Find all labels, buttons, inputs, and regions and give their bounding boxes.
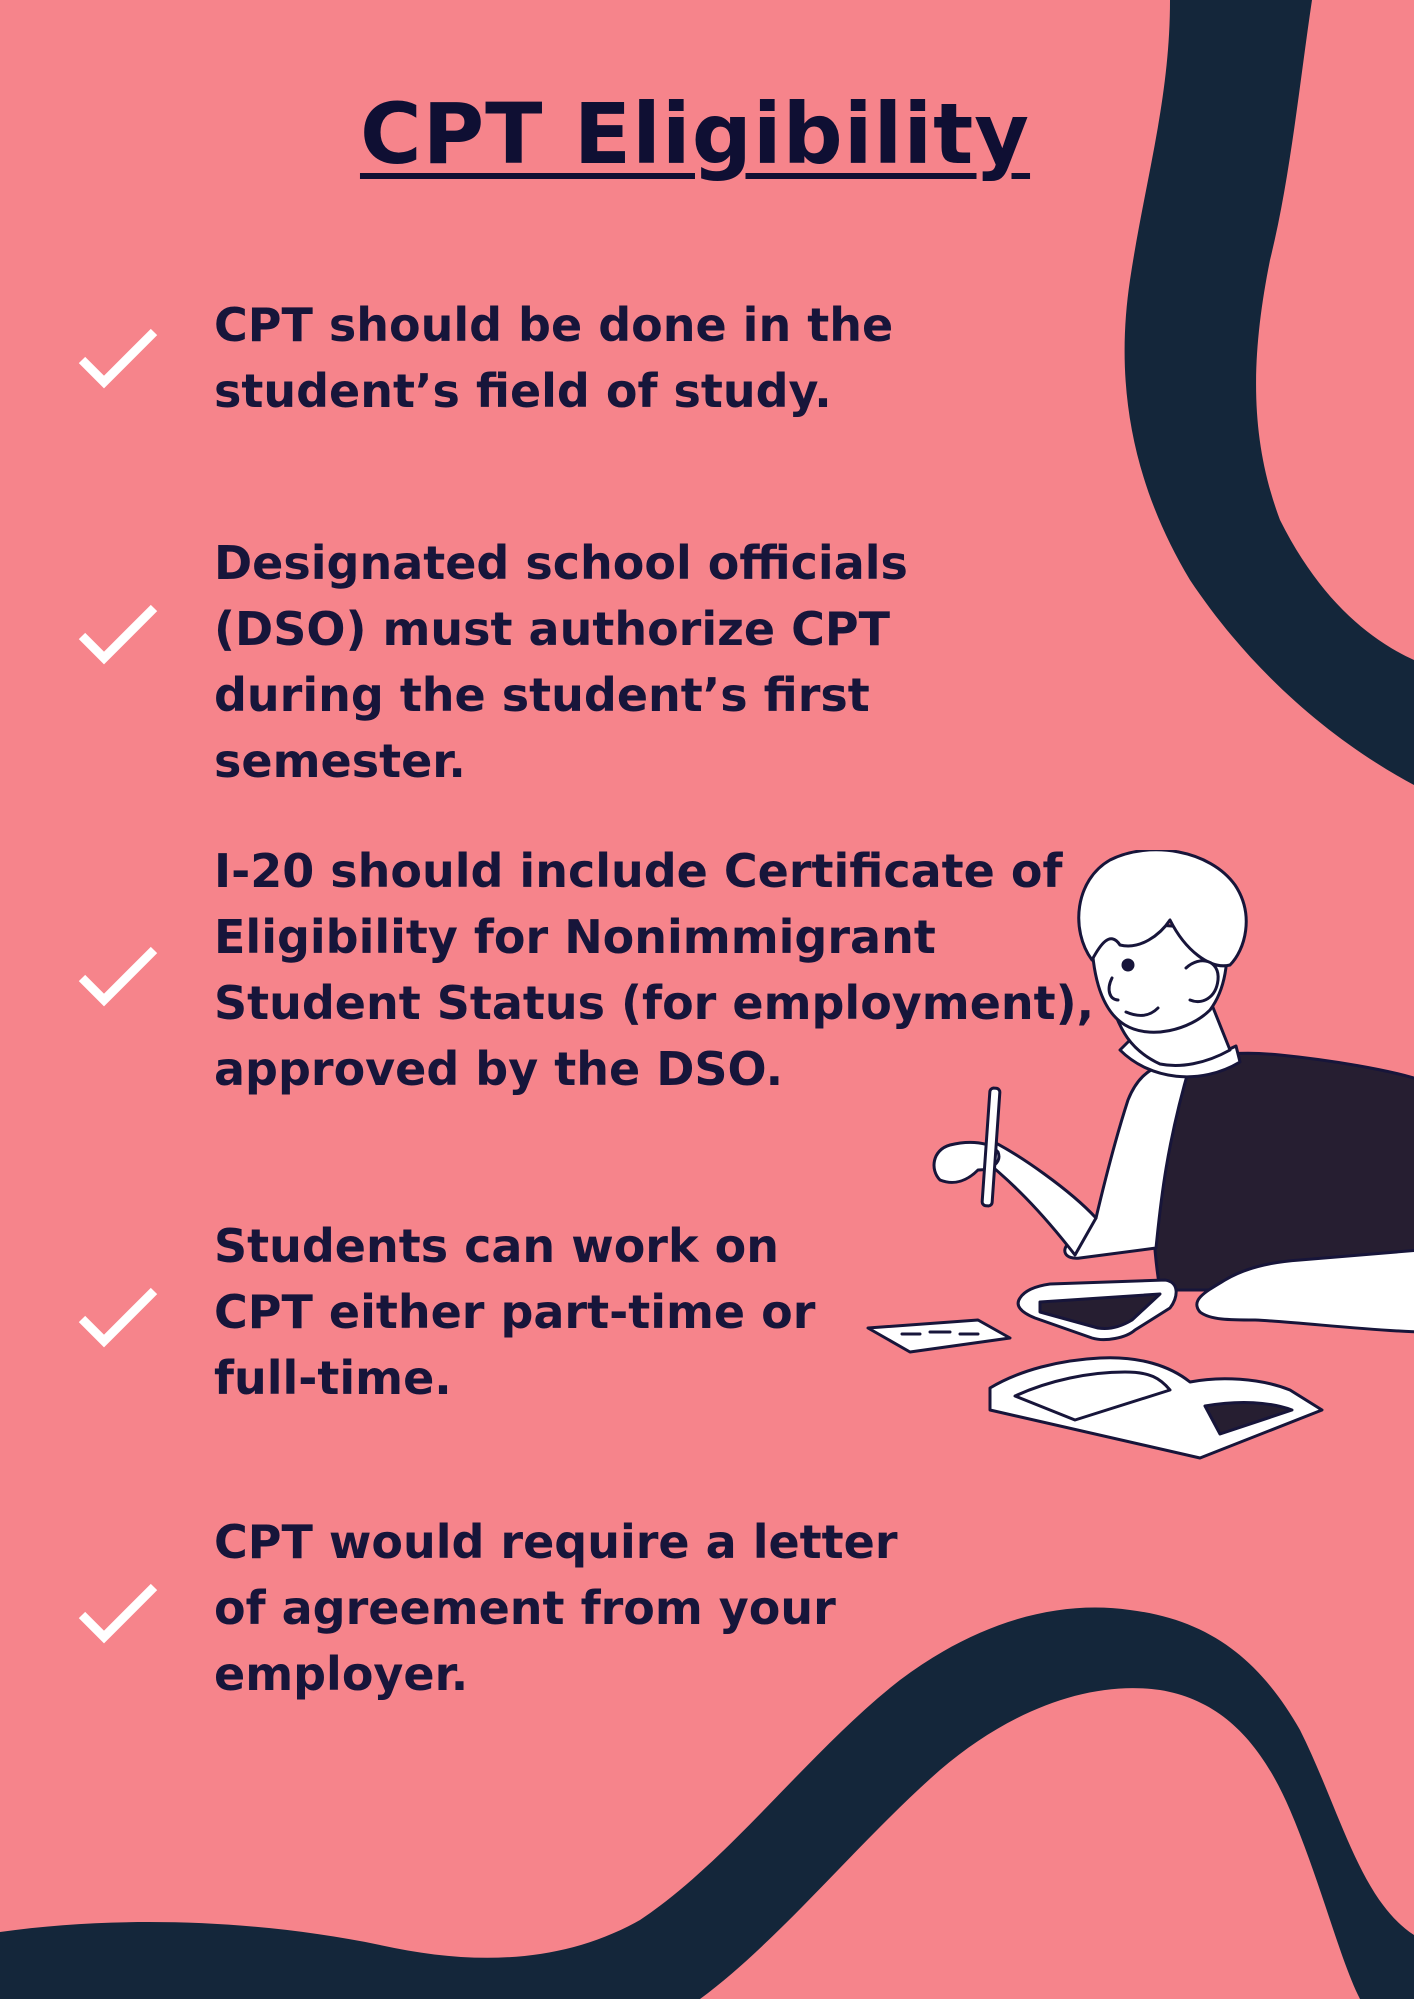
list-item-text: CPT would require a letter of agreement from your employer. — [214, 1515, 898, 1701]
ear — [1186, 961, 1218, 1002]
page-title: CPT Eligibility — [359, 85, 1031, 183]
pen — [982, 1088, 1000, 1206]
papers — [868, 1320, 1010, 1352]
check-icon — [78, 326, 158, 390]
check-icon — [78, 602, 158, 666]
list-item-text: Designated school officials (DSO) must authorize CPT during the student’s first semester. — [214, 536, 908, 788]
check-icon — [78, 1285, 158, 1349]
eye — [1123, 960, 1133, 970]
check-icon — [78, 944, 158, 1008]
list-item-text: I-20 should include Certificate of Eligibility for Nonimmigrant Student Status (for employment), approved by the DSO. — [214, 844, 1095, 1096]
list-item-text: CPT should be done in the student’s field of study. — [214, 298, 894, 418]
list-item-text: Students can work on CPT either part-time or full-time. — [214, 1219, 816, 1405]
check-icon — [78, 1581, 158, 1645]
student-studying-illustration — [860, 850, 1414, 1480]
